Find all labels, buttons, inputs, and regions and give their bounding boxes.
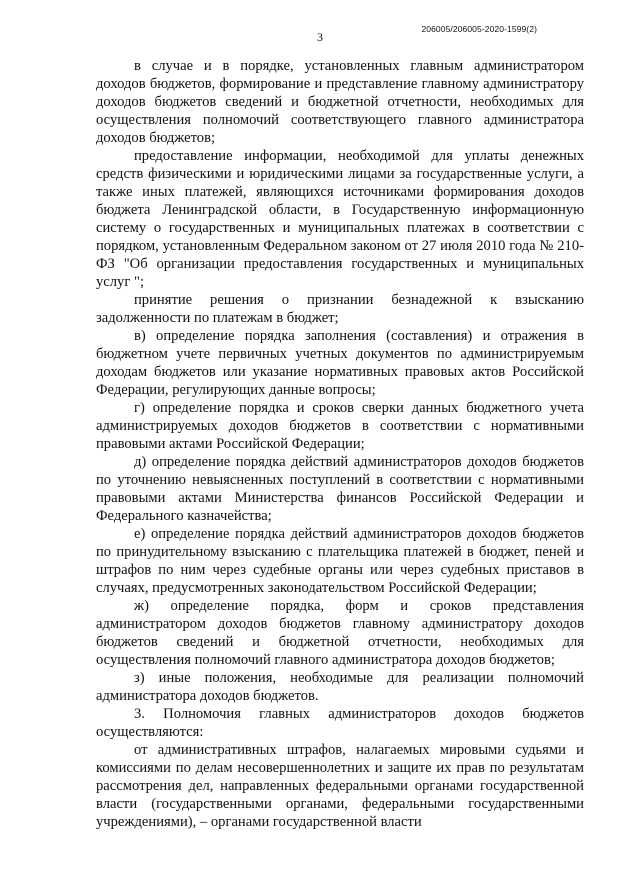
document-code: 206005/206005-2020-1599(2): [421, 24, 537, 34]
page-number: 3: [317, 30, 323, 44]
paragraph-item-v: в) определение порядка заполнения (составления) и отражения в бюджетном учете первичных учетных документов по администрируемым доходам бюджетов или указание нормативных правовых актов Российской Федерации, регулирующих данные вопросы;: [96, 328, 584, 398]
document-body: [96, 57, 584, 831]
paragraph-item-e: е) определение порядка действий администраторов доходов бюджетов по принудительному взысканию с плательщика платежей в бюджет, пеней и штрафов по ним через судебные органы или через судебных приставов в случаях, предусмотренных законодательством Российской Федерации;: [96, 526, 584, 596]
paragraph-reporting: в случае и в порядке, установленных главным администратором доходов бюджетов, формирование и представление главному администратору доходов бюджетов сведений и бюджетной отчетности, необходимых для осуществления полномочий соответствующего главного администратора доходов бюджетов;: [96, 58, 584, 146]
paragraph-item-z: з) иные положения, необходимые для реализации полномочий администратора доходов бюджетов.: [96, 670, 584, 704]
paragraph-fines: от административных штрафов, налагаемых мировыми судьями и комиссиями по делам несовершеннолетних и защите их прав по результатам рассмотрения дел, направленных федеральными органами государственной власти (государственными органами, федеральными государственными учреждениями), – органами государственной власти: [96, 742, 584, 830]
paragraph-bad-debt: принятие решения о признании безнадежной к взысканию задолженности по платежам в бюджет;: [96, 292, 584, 326]
paragraph-item-g: г) определение порядка и сроков сверки данных бюджетного учета администрируемых доходов бюджетов в соответствии с нормативными правовыми актами Российской Федерации;: [96, 400, 584, 452]
paragraph-item-d: д) определение порядка действий администраторов доходов бюджетов по уточнению невыясненных поступлений в соответствии с нормативными правовыми актами Министерства финансов Российской Федерации и Федерального казначейства;: [96, 454, 584, 524]
paragraph-payment-info: предоставление информации, необходимой для уплаты денежных средств физическими и юридическими лицами за государственные услуги, а также иных платежей, являющихся источниками формирования доходов бюджета Ленинградской области, в Государственную информационную систему о государственных и муниципальных платежах в соответствии с порядком, установленным Федеральном законом от 27 июля 2010 года № 210-ФЗ "Об организации предоставления государственных и муниципальных услуг ";: [96, 148, 584, 290]
paragraph-item-zh: ж) определение порядка, форм и сроков представления администратором доходов бюджетов главному администратору доходов бюджетов сведений и бюджетной отчетности, необходимых для осуществления полномочий главного администратора доходов бюджетов;: [96, 598, 584, 668]
paragraph-section-3: 3. Полномочия главных администраторов доходов бюджетов осуществляются:: [96, 706, 584, 740]
